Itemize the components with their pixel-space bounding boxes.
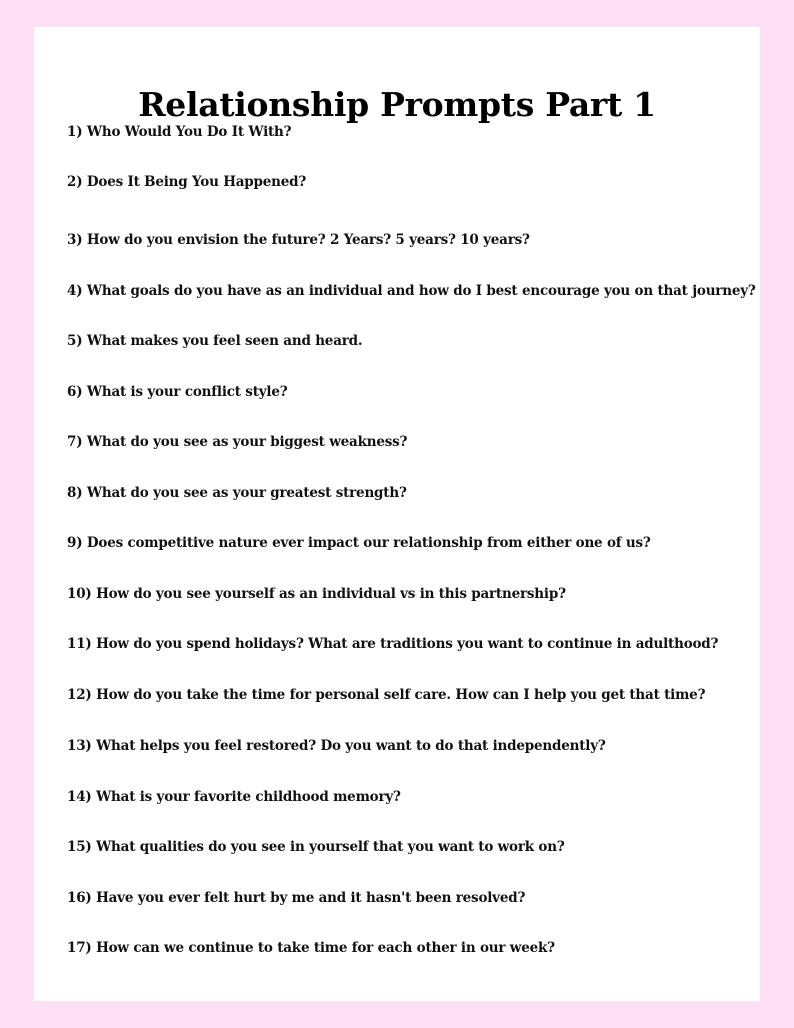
prompt-item-11: 11) How do you spend holidays? What are traditions you want to continue in adulthood? [67, 636, 719, 652]
prompt-item-17: 17) How can we continue to take time for each other in our week? [67, 940, 555, 956]
prompt-item-3: 3) How do you envision the future? 2 Years? 5 years? 10 years? [67, 232, 530, 248]
prompt-item-8: 8) What do you see as your greatest strength? [67, 485, 407, 501]
prompt-item-14: 14) What is your favorite childhood memory? [67, 789, 401, 805]
prompt-item-12: 12) How do you take the time for personal self care. How can I help you get that time? [67, 687, 706, 703]
prompt-item-9: 9) Does competitive nature ever impact our relationship from either one of us? [67, 535, 651, 551]
prompt-item-4: 4) What goals do you have as an individual and how do I best encourage you on that journey? [67, 283, 756, 299]
prompt-item-10: 10) How do you see yourself as an individual vs in this partnership? [67, 586, 566, 602]
prompt-item-16: 16) Have you ever felt hurt by me and it hasn't been resolved? [67, 890, 526, 906]
prompt-item-2: 2) Does It Being You Happened? [67, 174, 307, 190]
prompt-item-15: 15) What qualities do you see in yourself that you want to work on? [67, 839, 565, 855]
prompt-item-6: 6) What is your conflict style? [67, 384, 288, 400]
document-title: Relationship Prompts Part 1 [138, 85, 656, 124]
prompt-item-1: 1) Who Would You Do It With? [67, 124, 292, 140]
prompt-item-13: 13) What helps you feel restored? Do you want to do that independently? [67, 738, 606, 754]
prompt-item-7: 7) What do you see as your biggest weakness? [67, 434, 408, 450]
document-sheet [34, 27, 760, 1001]
prompt-item-5: 5) What makes you feel seen and heard. [67, 333, 363, 349]
